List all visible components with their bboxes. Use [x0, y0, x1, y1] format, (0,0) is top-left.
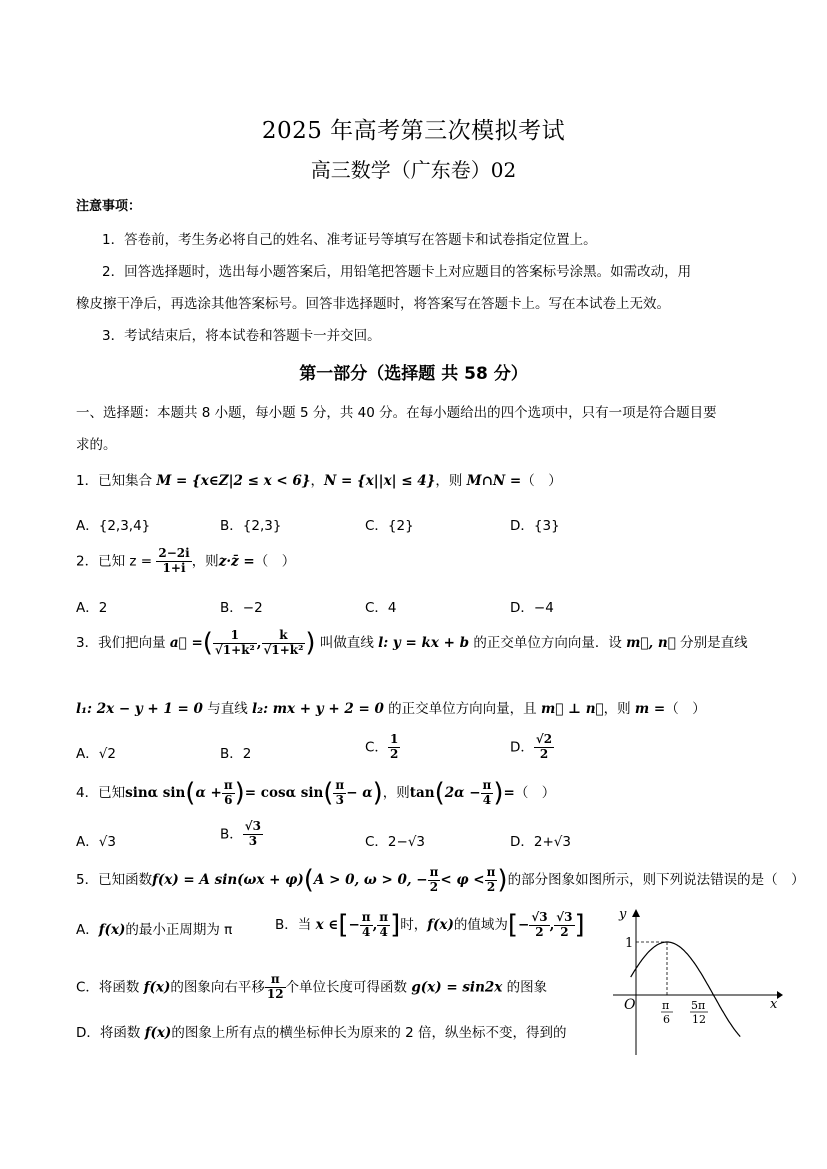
- q5-two-2: 2: [486, 879, 496, 894]
- q3-option-c-num: 1: [389, 732, 399, 746]
- page-subtitle: 高三数学（广东卷）02: [310, 158, 517, 182]
- q3-perp: m⃗ ⊥ n⃗: [540, 701, 604, 717]
- q3-option-d: [510, 733, 554, 762]
- q4-option-b-label: B．: [220, 826, 243, 843]
- q3-option-c-frac: [388, 733, 400, 762]
- q5-option-c-label: C．将函数: [76, 979, 144, 996]
- q3-mid5: ，则: [603, 701, 635, 717]
- q3-end1: 分别是直线: [675, 635, 748, 651]
- q4-pi-3: π: [482, 777, 492, 792]
- x-tick-pi6-den: 6: [663, 1013, 670, 1026]
- q4-six: 6: [224, 792, 233, 807]
- q2-prefix: 2．已知 z =: [76, 553, 153, 570]
- q4-two-alpha: 2α −: [444, 785, 481, 801]
- x-axis-label: x: [770, 997, 778, 1012]
- y-axis-label: y: [619, 907, 627, 922]
- q4-pi-2: π: [335, 777, 345, 792]
- q5-condition: A > 0, ω > 0, −: [313, 872, 428, 888]
- q5-option-c-text: 的图象: [502, 979, 548, 996]
- q3-frac-1-den: √1+k²: [214, 642, 255, 657]
- x-tick-pi6-num: π: [662, 999, 670, 1012]
- q3-line-l: l: y = kx + b: [378, 635, 470, 651]
- q1-prefix: 1．已知集合: [76, 473, 157, 489]
- q4-option-c: C．2−√3: [365, 834, 426, 850]
- q3-option-d-den: 2: [539, 746, 549, 761]
- note-item-2: 2．回答选择题时，选出每小题答案后，用铅笔把答题卡上对应题目的答案标号涂黑。如需改动，用: [102, 264, 692, 280]
- section-intro-line2: 求的。: [76, 437, 117, 453]
- notes-heading: 注意事项：: [76, 199, 142, 214]
- q3-vector-a: a⃗ =: [169, 635, 203, 651]
- q5-option-a: [76, 918, 232, 938]
- q5-option-c-frac: [265, 973, 286, 1002]
- q5-option-d-f: f(x): [144, 1025, 172, 1041]
- q3-option-d-num: √2: [535, 732, 553, 746]
- q1-option-c: C．{2}: [365, 518, 414, 534]
- q1-option-b: B．{2,3}: [220, 518, 282, 534]
- q4-frac-pi4: [481, 779, 494, 808]
- q5-option-b-frac-lo: [360, 911, 373, 940]
- q5-option-b-label: B．当: [275, 917, 316, 933]
- q4-option-b: [220, 820, 263, 849]
- q4-option-b-den: 3: [248, 833, 258, 848]
- q4-four: 4: [482, 792, 492, 807]
- q3-option-a: A．√2: [76, 746, 116, 762]
- q5-condition-mid: < φ <: [440, 872, 485, 888]
- q3-frac-2-den: √1+k²: [263, 642, 304, 657]
- q5-frac-2: [485, 866, 498, 895]
- q5-option-b-mid: 时，: [400, 917, 428, 933]
- q5-option-d: [76, 1021, 567, 1041]
- q3-frac-1: [213, 629, 257, 658]
- q5-pi-2: π: [486, 864, 496, 879]
- q5-option-b-frac-hi: [377, 911, 390, 940]
- q5-option-a-text: 的最小正周期为 π: [125, 922, 233, 938]
- q2-option-d: D．−4: [510, 600, 554, 616]
- q5-b-pi-lo: π: [361, 909, 371, 924]
- q5-pi-1: π: [429, 864, 439, 879]
- q5-option-b-range-minus: −: [518, 917, 530, 933]
- q1-option-d: D．{3}: [510, 518, 560, 534]
- q4-pi-1: π: [223, 777, 233, 792]
- q1-mid: ，则: [435, 473, 467, 489]
- q5-two-1: 2: [429, 879, 439, 894]
- q3-frac-2: [262, 629, 306, 658]
- q2-option-b: B．−2: [220, 600, 263, 616]
- q5-option-a-label: A．: [76, 922, 99, 938]
- q3-mid3: 与直线: [202, 701, 253, 717]
- q4-three: 3: [335, 792, 344, 807]
- q3-frac-1-num: 1: [213, 629, 257, 644]
- q5-option-c-f: f(x): [143, 979, 171, 996]
- q3-option-c: [365, 733, 400, 762]
- q5-tail: 的部分图象如图所示，则下列说法错误的是（ ）: [507, 872, 805, 888]
- q3-frac-2-num: k: [262, 629, 306, 644]
- question-3-stem-line1: 3．我们把向量 a⃗ =( $\frac{1}{\text{√1+k²}}$ , $\frac{k}{\text{√1+k²}}$ ) 叫做直线 l: y = kx + b 的正交单位方向向量．设 m⃗, n⃗ 分别是直线: [76, 627, 748, 658]
- q3-vectors-mn: m⃗, n⃗: [626, 635, 676, 651]
- q4-eq2: =: [503, 785, 515, 801]
- q5-b-sqrt3-hi: √3: [556, 909, 573, 924]
- q5-option-c-mid2: 个单位长度可得函数: [285, 979, 412, 996]
- q2-answer-blank: （ ）: [254, 553, 296, 570]
- question-1-stem: [76, 469, 562, 489]
- note-item-2-cont: 橡皮擦干净后，再选涂其他答案标号。回答非选择题时，将答案写在答题卡上。写在本试卷上无效。: [76, 296, 670, 312]
- q1-option-a: A．{2,3,4}: [76, 518, 151, 534]
- question-5-stem: 5．已知函数f(x) = A sin(ωx + φ)(A > 0, ω > 0, − $\frac{\pi}{2}$ < φ < $\frac{\pi}{2}$ )的部分图象如图所示，则下列说法错误的是（ ）: [76, 864, 805, 895]
- q3-mid2: 的正交单位方向向量．设: [469, 635, 627, 651]
- q5-frac-1: [428, 866, 441, 895]
- y-tick-1: 1: [625, 936, 634, 951]
- q2-denominator: 1+i: [162, 560, 186, 575]
- q5-option-b-text: 的值域为: [453, 917, 508, 933]
- question-4-stem: 4．已知sinα sin(α + $\frac{\pi}{6}$ )= cosα sin( $\frac{\pi}{3}$ − α)，则tan(2α − $\frac{\pi}{4}$ )=（ ）: [76, 777, 556, 808]
- q5-option-d-label: D．将函数: [76, 1025, 145, 1041]
- q1-expr: M∩N =: [466, 473, 522, 489]
- section-intro-line1: 一、选择题：本题共 8 小题，每小题 5 分，共 40 分。在每小题给出的四个选项中，只有一项是符合题目要: [76, 405, 717, 421]
- q2-expr: z·z̄ =: [218, 553, 255, 570]
- q3-mid4: 的正交单位方向向量，且: [383, 701, 541, 717]
- origin-label: O: [624, 997, 636, 1013]
- part-heading: 第一部分（选择题 共 58 分）: [299, 364, 528, 384]
- q5-b-sqrt3-lo: √3: [531, 909, 548, 924]
- q4-minus-alpha: − α: [346, 785, 373, 801]
- q3-line-l2: l₂: mx + y + 2 = 0: [252, 701, 384, 717]
- q5-b-two-lo: 2: [535, 924, 544, 939]
- q5-option-a-f: f(x): [98, 922, 126, 938]
- q5-c-twelve: 12: [266, 986, 284, 1001]
- q4-option-b-num: √3: [244, 819, 262, 833]
- x-tick-5pi12-num: 5π: [691, 999, 706, 1012]
- q2-fraction: [156, 547, 191, 576]
- q4-option-d: D．2+√3: [510, 834, 571, 850]
- q5-option-c: [76, 973, 547, 1002]
- q5-function: f(x) = A sin(ωx + φ): [152, 872, 304, 888]
- q4-option-b-frac: [243, 820, 263, 849]
- q4-answer-blank: （ ）: [514, 785, 556, 801]
- q3-answer-blank: （ ）: [665, 701, 706, 717]
- q4-tan: tan: [409, 785, 435, 801]
- q1-set-M: M = {x∈Z|2 ≤ x < 6}: [156, 473, 311, 489]
- q3-option-b: B．2: [220, 746, 252, 762]
- x-axis-arrow: [777, 991, 783, 999]
- q5-option-b-minus: −: [348, 917, 360, 933]
- q4-eq: = cosα sin: [244, 785, 324, 801]
- q3-option-c-den: 2: [389, 746, 399, 761]
- q5-option-b-f: f(x): [427, 917, 454, 933]
- q5-c-pi: π: [265, 973, 286, 988]
- q3-option-c-label: C．: [365, 739, 388, 756]
- x-tick-5pi12-den: 12: [692, 1013, 706, 1026]
- q3-mid1: 叫做直线: [315, 635, 379, 651]
- sine-curve: [631, 942, 741, 1037]
- note-item-3: 3．考试结束后，将本试卷和答题卡一并交回。: [102, 328, 381, 344]
- q4-alpha-plus: α +: [195, 785, 222, 801]
- q5-option-b-range-hi: [554, 911, 574, 940]
- y-axis-arrow: [632, 909, 640, 917]
- q4-mid: ，则: [382, 785, 410, 801]
- q2-option-a: A．2: [76, 600, 108, 616]
- q4-option-a: A．√3: [76, 834, 116, 850]
- q2-numerator: 2−2i: [158, 546, 190, 560]
- question-2-stem: [76, 547, 295, 576]
- q4-frac-pi6: [222, 779, 235, 808]
- q5-b-four-hi: 4: [379, 924, 388, 939]
- q5-option-b: B．当 x ∈[− $\frac{\pi}{4}$ , $\frac{\pi}{4}$ ]时，f(x)的值域为[− $\frac{√3}{2}$ , $\frac{√3}{2}$ ]: [275, 909, 585, 940]
- note-item-1: 1．答卷前，考生务必将自己的姓名、准考证号等填写在答题卡和试卷指定位置上。: [102, 232, 597, 248]
- q3-option-d-label: D．: [510, 739, 534, 756]
- q4-frac-pi3: [333, 779, 346, 808]
- q5-b-two-hi: 2: [560, 924, 569, 939]
- q5-option-b-range-lo: [529, 911, 549, 940]
- q5-option-b-x: x ∈: [315, 917, 339, 933]
- q1-answer-blank: （ ）: [521, 473, 562, 489]
- page-title: 2025 年高考第三次模拟考试: [261, 118, 566, 144]
- q5-b-four-lo: 4: [362, 924, 371, 939]
- q2-mid: ，则: [191, 553, 219, 570]
- q4-prefix: 4．已知: [76, 785, 126, 801]
- q3-ask: m =: [634, 701, 666, 717]
- q3-prefix: 3．我们把向量: [76, 635, 170, 651]
- q5-option-c-g: g(x) = sin2x: [411, 979, 503, 996]
- q5-prefix: 5．已知函数: [76, 872, 153, 888]
- question-3-stem-line2: [76, 697, 706, 717]
- q4-lhs: sinα sin: [125, 785, 186, 801]
- q5-option-d-text: 的图象上所有点的横坐标伸长为原来的 2 倍，纵坐标不变，得到的: [171, 1025, 567, 1041]
- q5-b-pi-hi: π: [379, 909, 389, 924]
- q5-option-c-mid: 的图象向右平移: [170, 979, 265, 996]
- q3-option-d-frac: [534, 733, 554, 762]
- q3-line-l1: l₁: 2x − y + 1 = 0: [76, 701, 203, 717]
- q1-sep: ，: [310, 473, 324, 489]
- q1-set-N: N = {x||x| ≤ 4}: [323, 473, 436, 489]
- q5-sine-graph: [605, 905, 785, 1060]
- q2-option-c: C．4: [365, 600, 397, 616]
